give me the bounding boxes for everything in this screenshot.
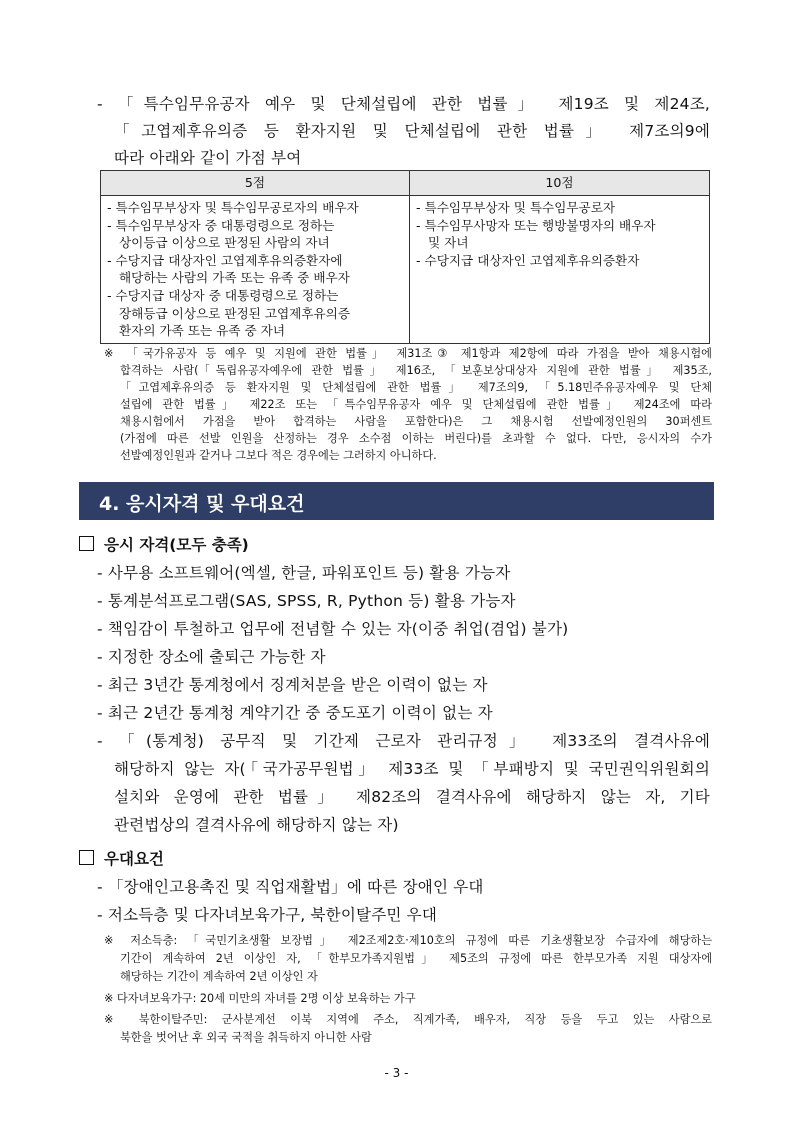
eligibility-heading xyxy=(79,533,249,555)
col5-item: - 특수임무부상자 및 특수임무공로자의 배우자 xyxy=(107,200,359,215)
eligibility-item: - 최근 2년간 통계청 계약기간 중 중도포기 이력이 없는 자 xyxy=(97,704,493,722)
col5-item: 해당하는 사람의 가족 또는 유족 중 배우자 xyxy=(119,270,350,286)
col5-item: - 특수임무부상자 중 대통령령으로 정하는 xyxy=(107,217,335,233)
eligibility-item: - 지정한 장소에 출퇴근 가능한 자 xyxy=(97,648,326,666)
intro-line-2: 「고엽제후유의증 등 환자지원 및 단체설립에 관한 법률」 제7조의9에 xyxy=(114,122,710,140)
eligibility-item: - 최근 3년간 통계청에서 징계처분을 받은 이력이 없는 자 xyxy=(97,676,488,694)
preference-heading xyxy=(79,847,164,869)
col5-item: - 수당지급 대상자인 고엽제후유의증환자에 xyxy=(107,252,343,268)
preference-note: 북한을 벗어난 후 외국 국적을 취득하지 아니한 사람 xyxy=(120,1031,372,1044)
eligibility-item: - 통계분석프로그램(SAS, SPSS, R, Python 등) 활용 가능자 xyxy=(97,592,516,610)
preference-note: ※ 북한이탈주민: 군사분계선 이북 지역에 주소, 직계가족, 배우자, 직장 등을 두고 있는 사람으로 xyxy=(104,1013,712,1026)
page-number: - 3 - xyxy=(384,1066,409,1080)
preference-note: 기간이 계속하여 2년 이상인 자, 「한부모가족지원법」 제5조의 규정에 따른 한부모가족 지원 대상자에 xyxy=(120,952,712,965)
preference-note: ※ 저소득층: 「국민기초생활 보장법」 제2조제2호·제10호의 규정에 따른 기초생활보장 수급자에 해당하는 xyxy=(104,934,712,947)
col5-item: 장해등급 이상으로 판정된 고엽제후유의증 xyxy=(119,305,350,321)
table-note-line: (가점에 따른 선발 인원을 산정하는 경우 소수점 이하는 버린다)를 초과할 수 없다. 다만, 응시자의 수가 xyxy=(120,432,712,445)
table-note-line: ※ 「국가유공자 등 예우 및 지원에 관한 법률」 제31조③ 제1항과 제2항에 따라 가점을 받아 채용시험에 xyxy=(104,347,712,360)
table-note-line: 「고엽제후유의증 등 환자지원 및 단체설립에 관한 법률」 제7조의9, 「5.18민주유공자예우 및 단체 xyxy=(120,381,712,394)
intro-line-3: 따라 아래와 같이 가점 부여 xyxy=(114,149,302,167)
col5-item: 환자의 가족 또는 유족 중 자녀 xyxy=(119,323,286,339)
eligibility-item: - 책임감이 투철하고 업무에 전념할 수 있는 자(이중 취업(겸업) 불가) xyxy=(97,620,569,638)
col5-item: - 수당지급 대상자 중 대통령령으로 정하는 xyxy=(107,287,339,303)
eligibility-heading-text: 응시 자격(모두 충족) xyxy=(104,536,249,554)
table-note-line: 선발예정인원과 같거나 그보다 적은 경우에는 그러하지 아니하다. xyxy=(120,449,437,462)
eligibility-item: - 사무용 소프트웨어(엑셀, 한글, 파워포인트 등) 활용 가능자 xyxy=(97,564,511,582)
header-5-points: 5점 xyxy=(101,171,410,196)
col10-item: - 특수임무부상자 및 특수임무공로자 xyxy=(416,200,616,215)
col10-item: 및 자녀 xyxy=(428,235,469,251)
section-title-bar xyxy=(79,482,714,520)
preference-note: ※ 다자녀보육가구: 20세 미만의 자녀를 2명 이상 보육하는 가구 xyxy=(104,992,416,1005)
points-table xyxy=(100,170,710,344)
checkbox-square-icon xyxy=(79,850,94,865)
header-10-points: 10점 xyxy=(410,171,710,196)
preference-note: 해당하는 기간이 계속하여 2년 이상인 자 xyxy=(120,970,318,983)
eligibility-item-cont: 관련법상의 결격사유에 해당하지 않는 자) xyxy=(114,816,399,834)
checkbox-square-icon xyxy=(79,536,94,551)
table-note-line: 합격하는 사람(「독립유공자예우에 관한 법률」 제16조, 「보훈보상대상자 지원에 관한 법률」 제35조, xyxy=(120,364,712,377)
section-title: 4. 응시자격 및 우대요건 xyxy=(99,493,305,515)
table-note-line: 채용시험에서 가점을 받아 합격하는 사람을 포함한다)은 그 채용시험 선발예정인원의 30퍼센트 xyxy=(120,415,712,428)
col5-item: 상이등급 이상으로 판정된 사람의 자녀 xyxy=(119,235,330,251)
intro-line-1: - 「특수임무유공자 예우 및 단체설립에 관한 법률」 제19조 및 제24조, xyxy=(97,95,710,113)
preference-item: - 저소득층 및 다자녀보육가구, 북한이탈주민 우대 xyxy=(97,906,438,924)
preference-item: - 「장애인고용촉진 및 직업재활법」에 따른 장애인 우대 xyxy=(97,878,484,896)
col-5-points xyxy=(101,196,410,344)
eligibility-item-cont: 설치와 운영에 관한 법률」 제82조의 결격사유에 해당하지 않는 자, 기타 xyxy=(114,788,710,806)
eligibility-item-cont: 해당하지 않는 자(「국가공무원법」 제33조 및 「부패방지 및 국민권익위원회의 xyxy=(114,760,710,778)
eligibility-item: - 「(통계청) 공무직 및 기간제 근로자 관리규정」 제33조의 결격사유에 xyxy=(97,732,710,750)
preference-heading-text: 우대요건 xyxy=(104,850,164,868)
col10-item: - 특수임무사망자 또는 행방불명자의 배우자 xyxy=(416,217,656,233)
col10-item: - 수당지급 대상자인 고엽제후유의증환자 xyxy=(416,252,640,268)
col-10-points xyxy=(410,196,710,344)
table-note-line: 설립에 관한 법률」 제22조 또는 「특수임무유공자 예우 및 단체설립에 관한 법률」 제24조에 따라 xyxy=(120,398,712,411)
